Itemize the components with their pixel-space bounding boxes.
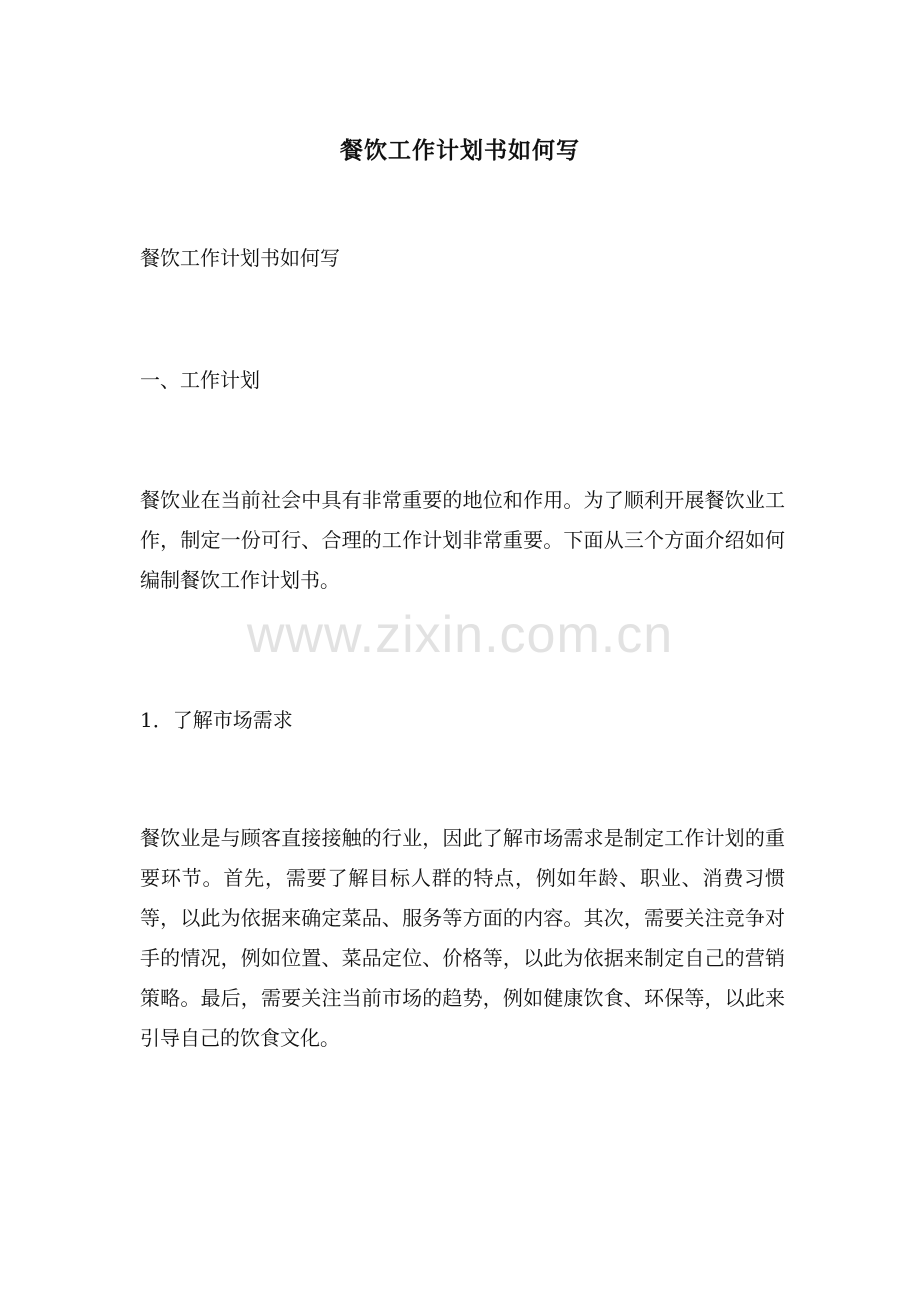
document-subtitle: 餐饮工作计划书如何写 [140, 246, 340, 270]
market-paragraph: 餐饮业是与顾客直接接触的行业，因此了解市场需求是制定工作计划的重要环节。首先，需要了解目标人群的特点，例如年龄、职业、消费习惯等，以此为依据来确定菜品、服务等方面的内容。其次，需要关注竞争对手的情况，例如位置、菜品定位、价格等，以此为依据来制定自己的营销策略。最后，需要关注当前市场的趋势，例如健康饮食、环保等，以此来引导自己的饮食文化。 [140, 826, 785, 1050]
document-title: 餐饮工作计划书如何写 [340, 137, 580, 165]
subsection-heading: 1．了解市场需求 [140, 708, 293, 732]
intro-paragraph: 餐饮业在当前社会中具有非常重要的地位和作用。为了顺利开展餐饮业工作，制定一份可行、合理的工作计划非常重要。下面从三个方面介绍如何编制餐饮工作计划书。 [140, 488, 785, 592]
section-heading: 一、工作计划 [140, 368, 260, 392]
watermark: www.zixin.com.cn [246, 606, 674, 664]
